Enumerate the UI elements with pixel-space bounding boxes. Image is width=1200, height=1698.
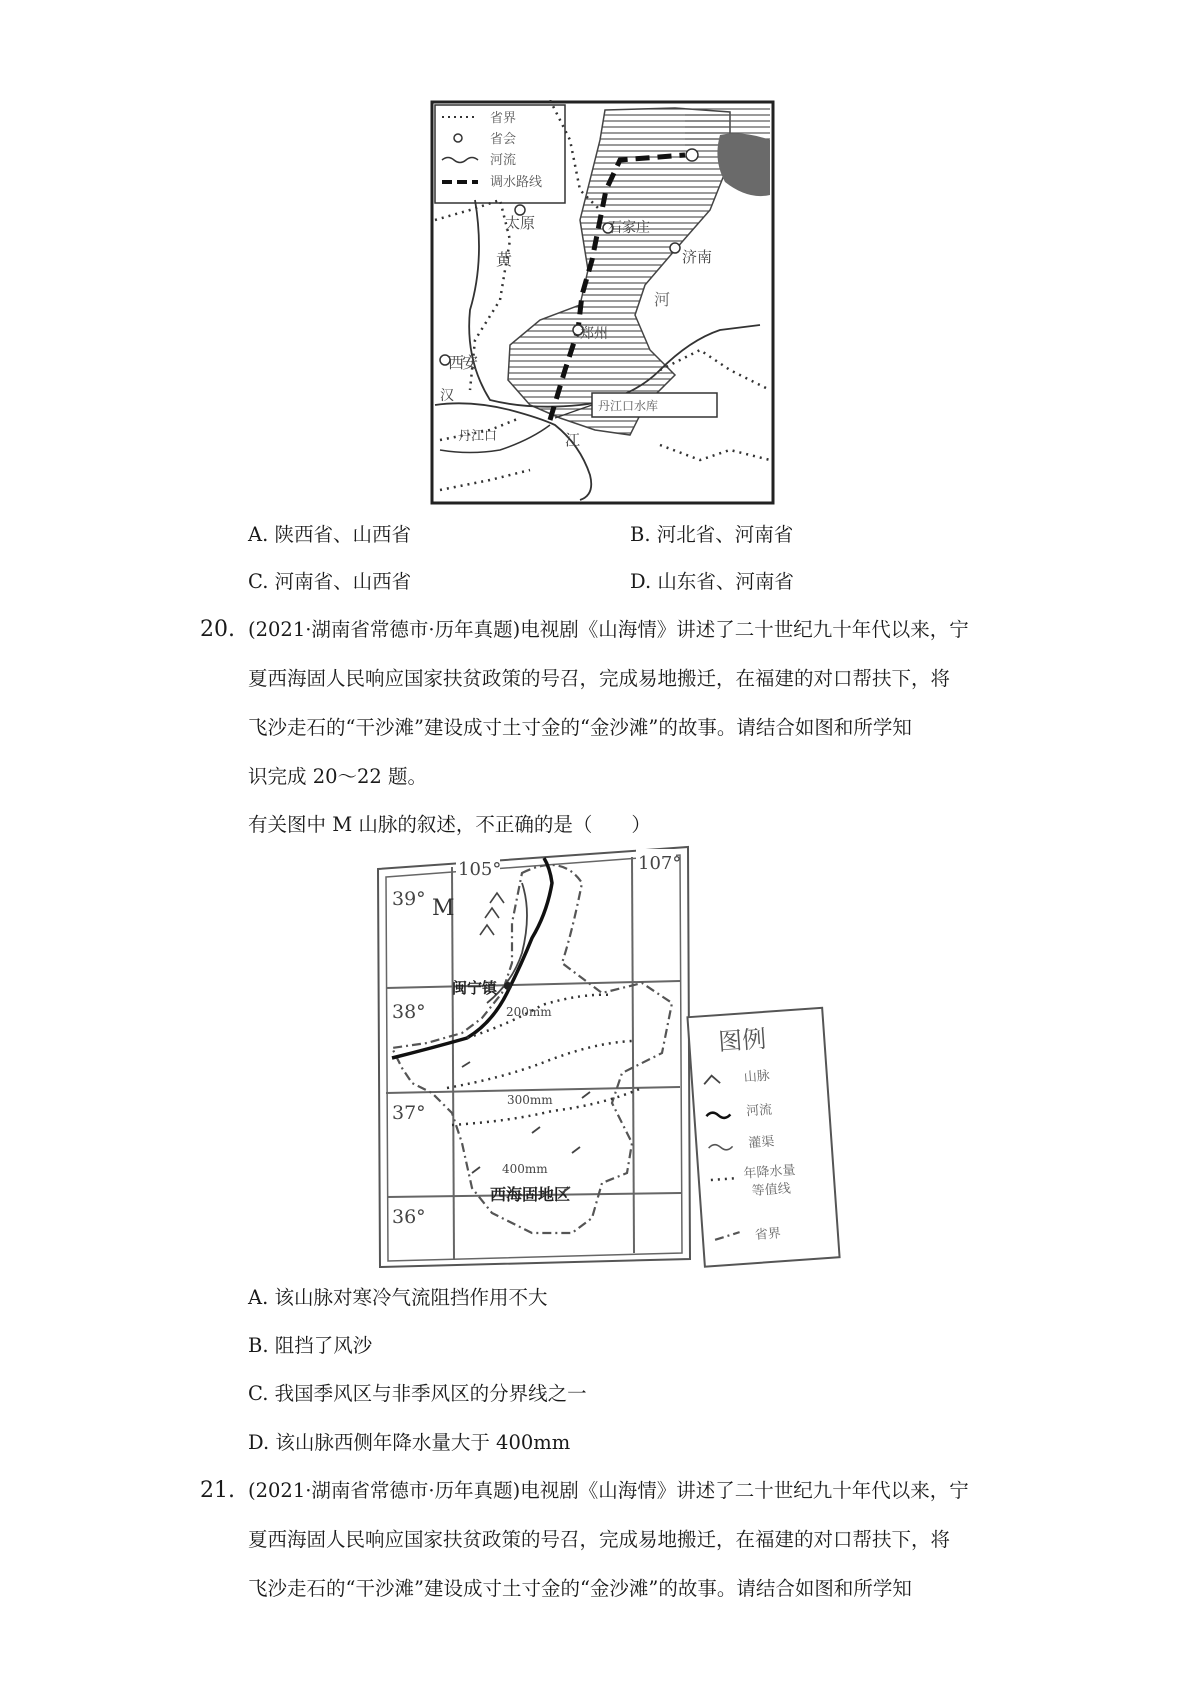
option-text: 该山脉对寒冷气流阻挡作用不大: [274, 1286, 548, 1309]
lat-39: 39°: [392, 888, 426, 910]
option-text: 陕西省、山西省: [274, 523, 411, 546]
label-jinan: 济南: [682, 248, 713, 266]
label-huang: 黄: [496, 250, 513, 269]
label-shijiazhuang: 石家庄: [608, 220, 650, 236]
q20-option-a[interactable]: [248, 1285, 548, 1311]
option-text: 山东省、河南省: [657, 570, 794, 593]
option-text: 我国季风区与非季风区的分界线之一: [274, 1382, 587, 1405]
legend-capital: 省会: [490, 132, 517, 147]
option-letter: D.: [630, 570, 652, 593]
legend-boundary: 省界: [754, 1226, 782, 1244]
town-minning: 闽宁镇: [452, 979, 498, 997]
option-letter: C.: [248, 570, 269, 593]
option-text: 河南省、山西省: [274, 570, 412, 593]
q19-option-b[interactable]: [630, 522, 793, 548]
mountain-label-m: M: [432, 896, 455, 921]
q20-number: 20.: [200, 617, 235, 642]
isohyet-200: 200mm: [506, 1005, 552, 1019]
q19-option-d[interactable]: [630, 569, 794, 595]
label-taiyuan: 太原: [505, 214, 536, 232]
option-text: 阻挡了风沙: [274, 1334, 373, 1357]
label-he: 河: [654, 290, 671, 309]
option-letter: A.: [248, 523, 269, 546]
lat-37: 37°: [392, 1102, 426, 1124]
legend-isoline: 等值线: [751, 1181, 792, 1200]
region-xihaigu: 西海固地区: [490, 1185, 571, 1204]
q20-option-d[interactable]: [248, 1430, 570, 1456]
q19-option-a[interactable]: [248, 522, 411, 548]
q20-option-b[interactable]: [248, 1333, 372, 1359]
lon-107: 107°: [638, 853, 682, 874]
label-jiang: 江: [565, 431, 581, 449]
lat-36: 36°: [392, 1206, 426, 1228]
label-reservoir: 丹江口水库: [598, 399, 659, 413]
legend-boundary: 省界: [490, 111, 517, 126]
legend-river: 河流: [490, 153, 517, 168]
xihaigu-map: [372, 843, 842, 1271]
q21-line-1: (2021·湖南省常德市·历年真题)电视剧《山海情》讲述了二十世纪九十年代以来，宁: [248, 1479, 969, 1502]
isohyet-400: 400mm: [502, 1162, 548, 1176]
legend-precip: 年降水量: [743, 1163, 796, 1182]
q20-line-3: 飞沙走石的“干沙滩”建设成寸土寸金的“金沙滩”的故事。请结合如图和所学知: [248, 716, 912, 739]
option-text: 河北省、河南省: [656, 523, 794, 546]
legend-title: 图例: [717, 1024, 768, 1057]
label-han: 汉: [440, 388, 454, 404]
south-north-water-diversion-map: [430, 100, 775, 505]
legend-river: 河流: [745, 1102, 773, 1120]
label-xi: 西安: [448, 353, 478, 372]
q20-question: 有关图中 M 山脉的叙述，不正确的是（ ）: [248, 813, 651, 836]
option-letter: C.: [248, 1382, 269, 1405]
lat-38: 38°: [392, 1001, 426, 1023]
legend-mountain: 山脉: [743, 1068, 771, 1086]
q20-line-2: 夏西海固人民响应国家扶贫政策的号召，完成易地搬迁，在福建的对口帮扶下，将: [248, 667, 951, 690]
legend-route: 调水路线: [490, 175, 543, 190]
isohyet-300: 300mm: [507, 1093, 553, 1107]
option-letter: A.: [248, 1286, 269, 1309]
q20-line-1: (2021·湖南省常德市·历年真题)电视剧《山海情》讲述了二十世纪九十年代以来，宁: [248, 618, 969, 641]
option-text: 该山脉西侧年降水量大于 400mm: [275, 1431, 571, 1454]
q20-option-c[interactable]: [248, 1381, 587, 1407]
legend-canal: 灌渠: [747, 1134, 775, 1152]
option-letter: D.: [248, 1431, 270, 1454]
q21-line-3: 飞沙走石的“干沙滩”建设成寸土寸金的“金沙滩”的故事。请结合如图和所学知: [248, 1577, 912, 1600]
label-zhengzhou: 郑州: [580, 326, 608, 342]
option-letter: B.: [248, 1334, 269, 1357]
lon-105: 105°: [458, 859, 502, 880]
q21-number: 21.: [200, 1478, 235, 1503]
q20-line-4: 识完成 20～22 题。: [248, 765, 428, 788]
q19-option-c[interactable]: [248, 569, 411, 595]
option-letter: B.: [630, 523, 651, 546]
q21-line-2: 夏西海固人民响应国家扶贫政策的号召，完成易地搬迁，在福建的对口帮扶下，将: [248, 1528, 951, 1551]
label-danjiangkou: 丹江口: [458, 429, 498, 444]
